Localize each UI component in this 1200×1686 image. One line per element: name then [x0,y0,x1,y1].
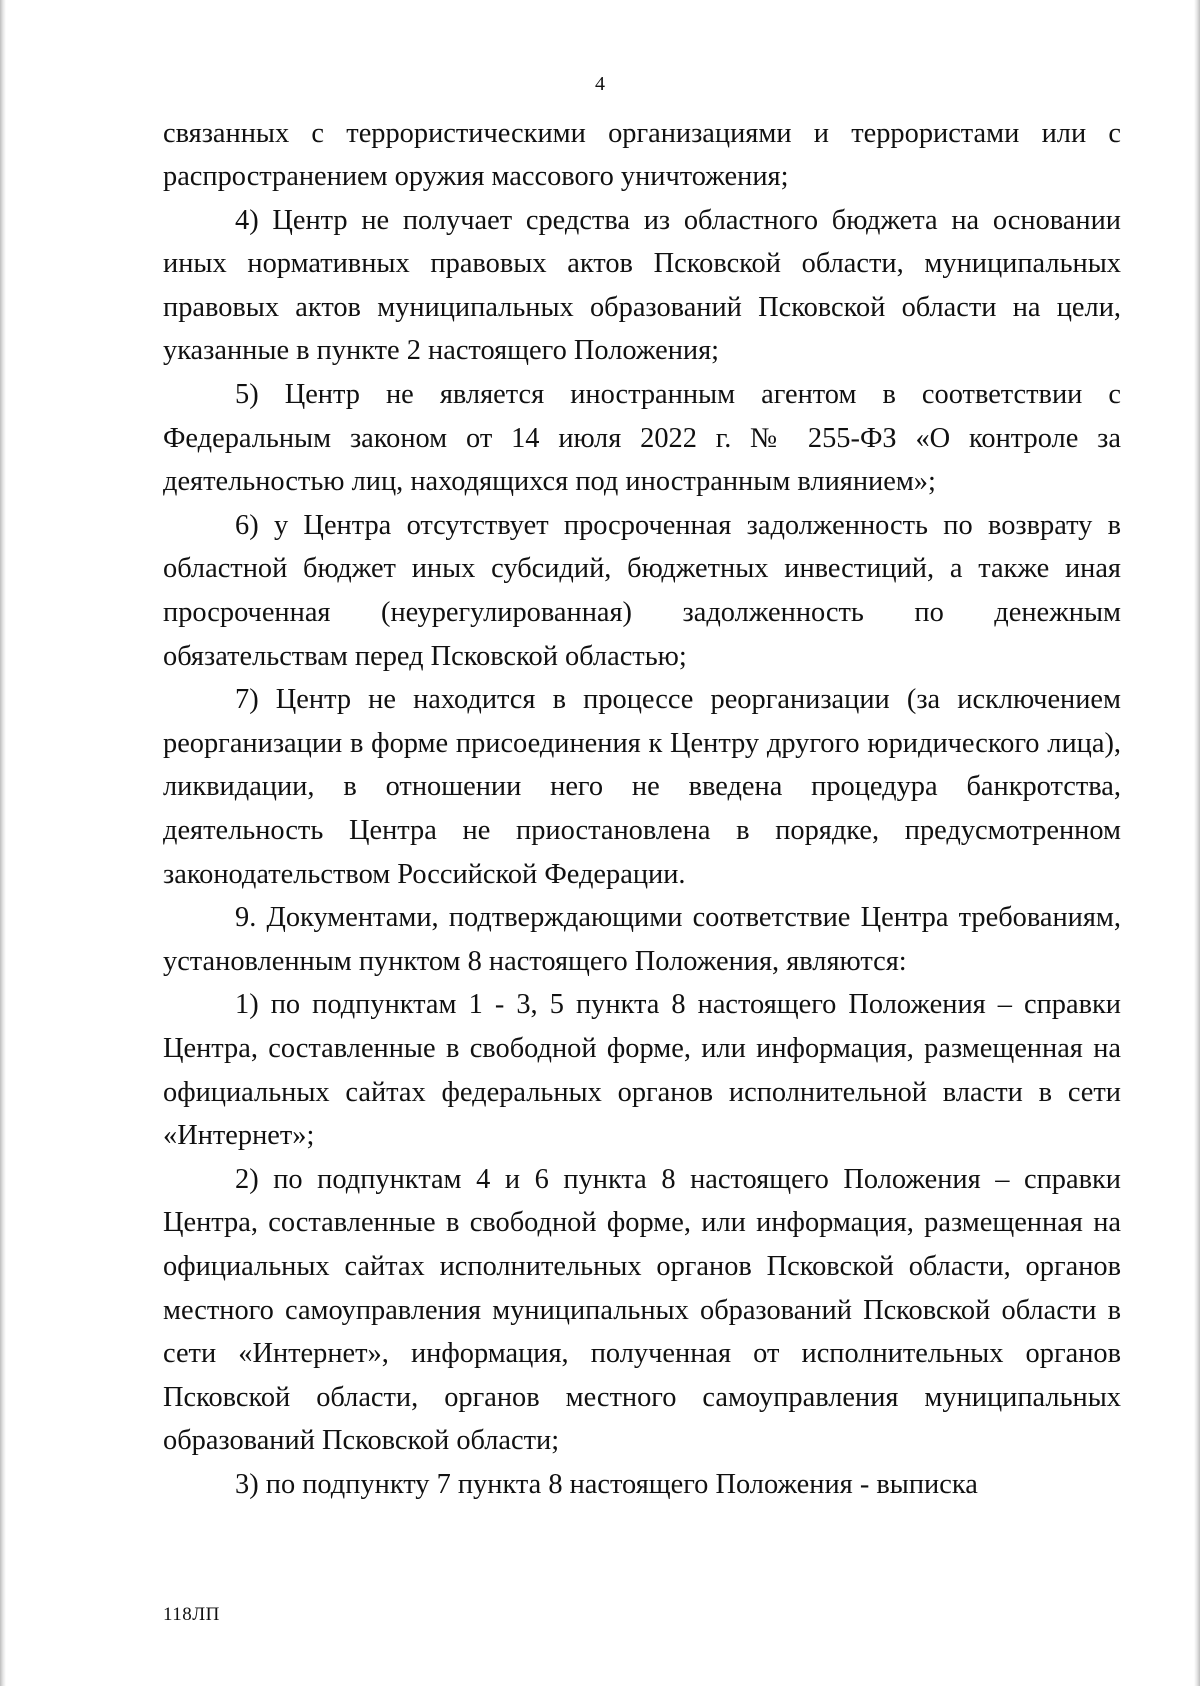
paragraph-clause-9: 9. Документами, подтверждающими соответствие Центра требованиям, установленным пунктом 8 настоящего Положения, являются: [163,902,1121,977]
document-body [163,112,1121,1507]
page-number: 4 [595,73,605,95]
paragraph-item-5: 5) Центр не является иностранным агентом в соответствии с Федеральным законом от 14 июля 2022 г. № 255-ФЗ «О контроле за деятельностью лиц, находящихся под иностранным влиянием»; [163,379,1121,498]
paragraph-clause-9-item-3: 3) по подпункту 7 пункта 8 настоящего Положения - выписка [235,1468,978,1500]
footer-document-code: 118ЛП [163,1604,220,1625]
paragraph-continuation: связанных с террористическими организациями и террористами или с распространением оружия массового уничтожения; [163,117,1121,193]
paragraph-clause-9-item-2: 2) по подпунктам 4 и 6 пункта 8 настоящего Положения – справки Центра, составленные в свободной форме, или информация, размещенная на официальных сайтах исполнительных органов Псковской области, органов местного самоуправления муниципальных образований Псковской области в сети «Интернет», информация, полученная от исполнительных органов Псковской области, органов местного самоуправления муниципальных образований Псковской области; [163,1163,1121,1457]
paragraph-item-6: 6) у Центра отсутствует просроченная задолженность по возврату в областной бюджет иных субсидий, бюджетных инвестиций, а также иная просроченная (неурегулированная) задолженность по денежным обязательствам перед Псковской областью; [163,509,1121,672]
paragraph-clause-9-item-1: 1) по подпунктам 1 - 3, 5 пункта 8 настоящего Положения – справки Центра, составленные в свободной форме, или информация, размещенная на официальных сайтах федеральных органов исполнительной власти в сети «Интернет»; [163,989,1121,1152]
scan-edge-left [0,0,6,1686]
paragraph-item-4: 4) Центр не получает средства из областного бюджета на основании иных нормативных правовых актов Псковской области, муниципальных правовых актов муниципальных образований Псковской области на цели, указанные в пункте 2 настоящего Положения; [163,204,1121,367]
scan-edge-right [1194,0,1200,1686]
paragraph-item-7: 7) Центр не находится в процессе реорганизации (за исключением реорганизации в форме присоединения к Центру другого юридического лица), ликвидации, в отношении него не введена процедура банкротства, деятельность Центра не приостановлена в порядке, предусмотренном законодательством Российской Федерации. [163,684,1121,890]
